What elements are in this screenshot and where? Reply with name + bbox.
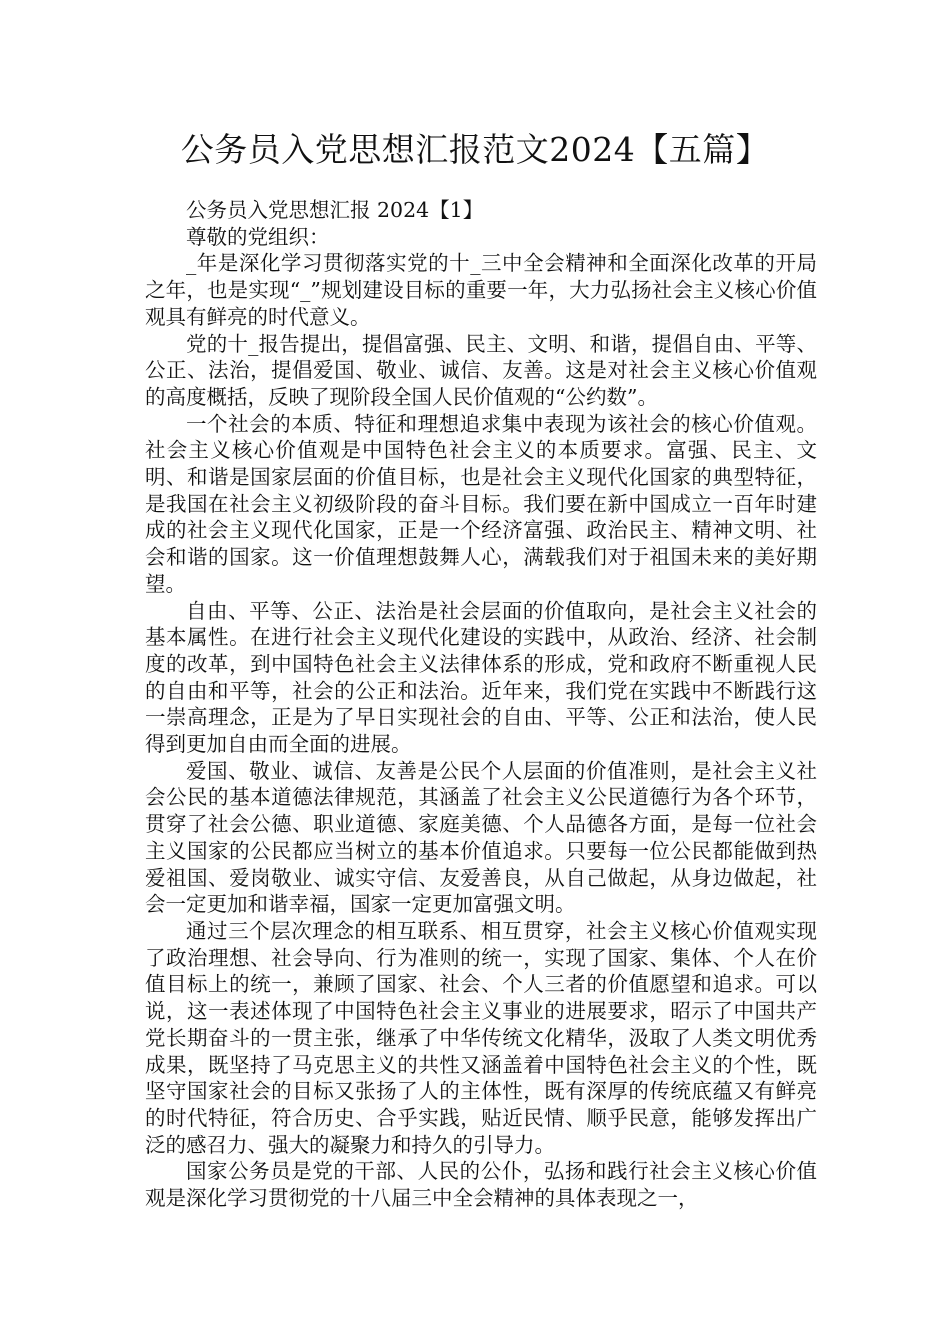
salutation: 尊敬的党组织： — [186, 224, 330, 249]
paragraph: _年是深化学习贯彻落实党的十_三中全会精神和全面深化改革的开局之年，也是实现“_”规划建设目标的重要一年，大力弘扬社会主义核心价值观具有鲜亮的时代意义。 — [145, 251, 817, 329]
paragraph: 自由、平等、公正、法治是社会层面的价值取向，是社会主义社会的基本属性。在进行社会主义现代化建设的实践中，从政治、经济、社会制度的改革，到中国特色社会主义法律体系的形成，党和政府不断重视人民的自由和平等，社会的公正和法治。近年来，我们党在实践中不断践行这一崇高理念，正是为了早日实现社会的自由、平等、公正和法治，使人民得到更加自由而全面的进展。 — [145, 598, 817, 757]
document-body — [145, 197, 817, 1212]
section-heading: 公务员入党思想汇报 2024【1】 — [186, 198, 484, 222]
paragraph: 一个社会的本质、特征和理想追求集中表现为该社会的核心价值观。社会主义核心价值观是中国特色社会主义的本质要求。富强、民主、文明、和谐是国家层面的价值目标，也是社会主义现代化国家的典型特征，是我国在社会主义初级阶段的奋斗目标。我们要在新中国成立一百年时建成的社会主义现代化国家，正是一个经济富强、政治民主、精神文明、社会和谐的国家。这一价值理想鼓舞人心，满载我们对于祖国未来的美好期望。 — [145, 411, 817, 596]
paragraph: 国家公务员是党的干部、人民的公仆，弘扬和践行社会主义核心价值观是深化学习贯彻党的十八届三中全会精神的具体表现之一， — [145, 1159, 817, 1211]
paragraph: 党的十_报告提出，提倡富强、民主、文明、和谐，提倡自由、平等、公正、法治，提倡爱国、敬业、诚信、友善。这是对社会主义核心价值观的高度概括，反映了现阶段全国人民价值观的“公约数”。 — [145, 331, 817, 409]
paragraph: 爱国、敬业、诚信、友善是公民个人层面的价值准则，是社会主义社会公民的基本道德法律规范，其涵盖了社会主义公民道德行为各个环节，贯穿了社会公德、职业道德、家庭美德、个人品德各方面，是每一位社会主义国家的公民都应当树立的基本价值追求。只要每一位公民都能做到热爱祖国、爱岗敬业、诚实守信、友爱善良，从自己做起，从身边做起，社会一定更加和谐幸福，国家一定更加富强文明。 — [145, 758, 817, 917]
paragraph: 通过三个层次理念的相互联系、相互贯穿，社会主义核心价值观实现了政治理想、社会导向、行为准则的统一，实现了国家、集体、个人在价值目标上的统一，兼顾了国家、社会、个人三者的价值愿望和追求。可以说，这一表述体现了中国特色社会主义事业的进展要求，昭示了中国共产党长期奋斗的一贯主张，继承了中华传统文化精华，汲取了人类文明优秀成果，既坚持了马克思主义的共性又涵盖着中国特色社会主义的个性，既坚守国家社会的目标又张扬了人的主体性，既有深厚的传统底蕴又有鲜亮的时代特征，符合历史、合乎实践，贴近民情、顺乎民意，能够发挥出广泛的感召力、强大的凝聚力和持久的引导力。 — [145, 918, 817, 1157]
document-title: 公务员入党思想汇报范文2024【五篇】 — [180, 130, 770, 169]
